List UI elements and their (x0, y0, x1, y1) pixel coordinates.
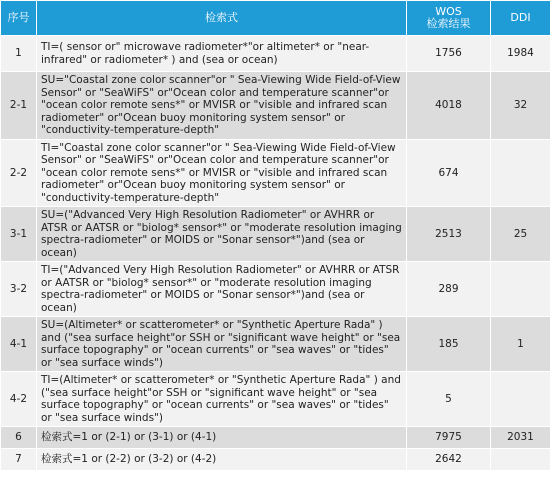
table-row (1, 449, 550, 471)
header-id: 序号 (1, 1, 37, 36)
table-row (1, 372, 550, 427)
row-query: TI=("Advanced Very High Resolution Radiometer" or AVHRR or ATSR or AATSR or "biolog* sensor*" or "moderate resolution imaging spectra-radiometer" or MOIDS or "Sonar sensor*")and (sea or ocean) (37, 262, 407, 317)
row-id: 4-1 (1, 317, 37, 372)
row-query: TI=(Altimeter* or scatterometer* or "Synthetic Aperture Rada" ) and ("sea surface height"or SSH or "significant wave height" or "sea surface topography" or "ocean currents" or "sea waves" or "tides" or "sea surface winds") (37, 372, 407, 427)
row-ddi-count: 32 (491, 72, 550, 140)
header-ddi: DDI (491, 1, 550, 36)
table-header-row (1, 1, 550, 36)
row-id: 6 (1, 427, 37, 449)
row-id: 3-2 (1, 262, 37, 317)
row-wos-count: 1756 (407, 36, 491, 72)
row-query: 检索式=1 or (2-2) or (3-2) or (4-2) (37, 449, 407, 471)
row-ddi-count: 2031 (491, 427, 550, 449)
row-id: 1 (1, 36, 37, 72)
row-query: SU=(Altimeter* or scatterometer* or "Synthetic Aperture Rada" ) and ("sea surface height"or SSH or "significant wave height" or "sea surface topography" or "ocean currents" or "sea waves" or "tides" or "sea surface winds") (37, 317, 407, 372)
row-ddi-count (491, 262, 550, 317)
table-row (1, 427, 550, 449)
table-row (1, 317, 550, 372)
row-query: SU=("Advanced Very High Resolution Radiometer" or AVHRR or ATSR or AATSR or "biolog* sensor*" or "moderate resolution imaging spectra-radiometer" or MOIDS or "Sonar sensor*")and (sea or ocean) (37, 207, 407, 262)
row-id: 7 (1, 449, 37, 471)
row-ddi-count: 25 (491, 207, 550, 262)
row-wos-count: 7975 (407, 427, 491, 449)
row-query: SU="Coastal zone color scanner"or " Sea-Viewing Wide Field-of-View Sensor" or "SeaWiFS" or"Ocean color and temperature scanner"or "ocean color remote sens*" or MVISR or "visible and infrared scan radiometer" or"Ocean buoy monitoring system sensor" or "conductivity-temperature-depth" (37, 72, 407, 140)
row-wos-count: 185 (407, 317, 491, 372)
row-id: 3-1 (1, 207, 37, 262)
header-query: 检索式 (37, 1, 407, 36)
table-row (1, 36, 550, 72)
row-wos-count: 289 (407, 262, 491, 317)
row-wos-count: 2642 (407, 449, 491, 471)
header-wos: WOS 检索结果 (407, 1, 491, 36)
row-ddi-count (491, 139, 550, 207)
row-query: 检索式=1 or (2-1) or (3-1) or (4-1) (37, 427, 407, 449)
row-wos-count: 4018 (407, 72, 491, 140)
row-query: TI=( sensor or" microwave radiometer*"or altimeter* or "near-infrared" or radiometer* ) and (sea or ocean) (37, 36, 407, 72)
row-id: 2-2 (1, 139, 37, 207)
row-ddi-count (491, 372, 550, 427)
table-row (1, 207, 550, 262)
row-wos-count: 674 (407, 139, 491, 207)
row-ddi-count: 1 (491, 317, 550, 372)
row-wos-count: 5 (407, 372, 491, 427)
row-id: 4-2 (1, 372, 37, 427)
row-ddi-count (491, 449, 550, 471)
row-ddi-count: 1984 (491, 36, 550, 72)
table-row (1, 72, 550, 140)
table-row (1, 262, 550, 317)
row-wos-count: 2513 (407, 207, 491, 262)
table-row (1, 139, 550, 207)
row-id: 2-1 (1, 72, 37, 140)
row-query: TI="Coastal zone color scanner"or " Sea-Viewing Wide Field-of-View Sensor" or "SeaWiFS" or"Ocean color and temperature scanner"or "ocean color remote sens*" or MVISR or "visible and infrared scan radiometer" or"Ocean buoy monitoring system sensor" or "conductivity-temperature-depth" (37, 139, 407, 207)
